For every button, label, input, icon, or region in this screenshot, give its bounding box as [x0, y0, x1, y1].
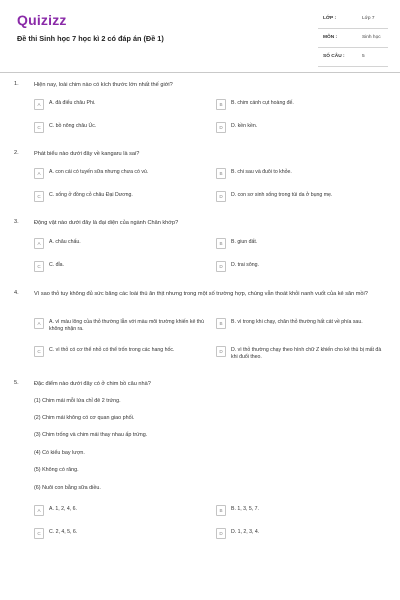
option-letter-box: A	[34, 238, 44, 249]
info-label: LỚP :	[323, 16, 337, 21]
option-text: A. vì màu lông của thỏ thường lẫn với màu môi trường khiến kẻ thù không nhận ra.	[49, 319, 204, 333]
option-letter-box: C	[34, 261, 44, 272]
option-text: A. 1, 2, 4, 6.	[49, 506, 77, 512]
info-label: SỐ CÂU :	[323, 54, 345, 59]
option-text: A. con cái có tuyến sữa nhưng chưa có vú.	[49, 169, 149, 175]
question-text: Động vật nào dưới đây là đại diện của ngành Chân khớp?	[34, 220, 179, 226]
option-text: B. chim cánh cụt hoàng đế.	[231, 100, 294, 106]
option-letter-box: C	[34, 528, 44, 539]
info-row-question-count	[318, 48, 388, 67]
info-label: MÔN :	[323, 35, 338, 40]
worksheet-title: Đề thi Sinh học 7 học kì 2 có đáp án (Đề 1)	[17, 34, 164, 43]
statement-5: (5) Không có răng.	[34, 467, 79, 473]
option-text: D. con sơ sinh sống trong túi da ở bụng mẹ.	[231, 192, 333, 198]
option-text: B. vì trong khi chạy, chân thỏ thường hất cát về phía sau.	[231, 319, 363, 325]
question-text: Đặc điểm nào dưới đây có ở chim bồ câu nhà?	[34, 381, 151, 387]
question-number: 1.	[14, 81, 19, 87]
statement-6: (6) Nuôi con bằng sữa diều.	[34, 485, 101, 491]
option-text: C. vì thỏ có cơ thể nhỏ có thể trốn trong các hang hốc.	[49, 347, 175, 353]
option-letter-box: C	[34, 191, 44, 202]
worksheet-header	[0, 0, 400, 73]
option-text: C. 2, 4, 5, 6.	[49, 529, 78, 535]
option-text: C. sống ở đồng cỏ châu Đại Dương.	[49, 192, 133, 198]
quizizz-logo: Quizizz	[17, 12, 67, 28]
option-letter-box: D	[216, 122, 226, 133]
info-panel	[318, 10, 388, 67]
option-letter-box: B	[216, 168, 226, 179]
option-text: D. kền kền.	[231, 123, 258, 129]
option-text: A. châu chấu.	[49, 239, 81, 245]
option-text: B. chi sau và đuôi to khỏe.	[231, 169, 292, 175]
question-number: 5.	[14, 380, 19, 386]
option-letter-box: D	[216, 346, 226, 357]
option-letter-box: D	[216, 261, 226, 272]
option-letter-box: A	[34, 168, 44, 179]
question-number: 4.	[14, 290, 19, 296]
statement-2: (2) Chim mái không có cơ quan giao phối.	[34, 415, 135, 421]
option-letter-box: B	[216, 238, 226, 249]
info-value: Lớp 7	[362, 16, 375, 21]
option-text: C. bồ nông châu Úc.	[49, 123, 97, 129]
option-letter-box: C	[34, 346, 44, 357]
option-letter-box: D	[216, 191, 226, 202]
option-text: B. giun đất.	[231, 239, 258, 245]
option-letter-box: D	[216, 528, 226, 539]
option-letter-box: A	[34, 99, 44, 110]
option-letter-box: B	[216, 318, 226, 329]
info-row-class	[318, 10, 388, 29]
statement-3: (3) Chim trống và chim mái thay nhau ấp trứng.	[34, 432, 148, 438]
question-text: Phát biểu nào dưới đây về kangaru là sai?	[34, 151, 140, 157]
option-text: C. đỉa.	[49, 262, 64, 268]
option-text: A. đà điểu châu Phi.	[49, 100, 96, 106]
option-text: D. vì thỏ thường chạy theo hình chữ Z khiến cho kẻ thù bị mất đà khi đuổi theo.	[231, 347, 382, 361]
option-text: B. 1, 3, 5, 7.	[231, 506, 259, 512]
option-text: D. trai sông.	[231, 262, 259, 268]
option-text: D. 1, 2, 3, 4.	[231, 529, 260, 535]
question-text: Vì sao thỏ tuy không đủ sức băng các loài thú ăn thịt nhưng trong một số trường hợp, chúng vẫn thoát khỏi nanh vuốt của kẻ săn mồi?	[34, 291, 368, 297]
option-letter-box: A	[34, 318, 44, 329]
question-number: 3.	[14, 219, 19, 225]
statement-1: (1) Chim mái mỗi lứa chỉ đẻ 2 trứng.	[34, 398, 121, 404]
statement-4: (4) Có kiểu bay lượn.	[34, 450, 85, 456]
option-letter-box: A	[34, 505, 44, 516]
info-value: Sinh học	[362, 35, 381, 40]
info-row-subject	[318, 29, 388, 48]
info-value: 5	[362, 54, 365, 59]
question-number: 2.	[14, 150, 19, 156]
option-letter-box: C	[34, 122, 44, 133]
option-letter-box: B	[216, 99, 226, 110]
option-letter-box: B	[216, 505, 226, 516]
question-text: Hiện nay, loài chim nào có kích thước lớn nhất thế giới?	[34, 82, 173, 88]
